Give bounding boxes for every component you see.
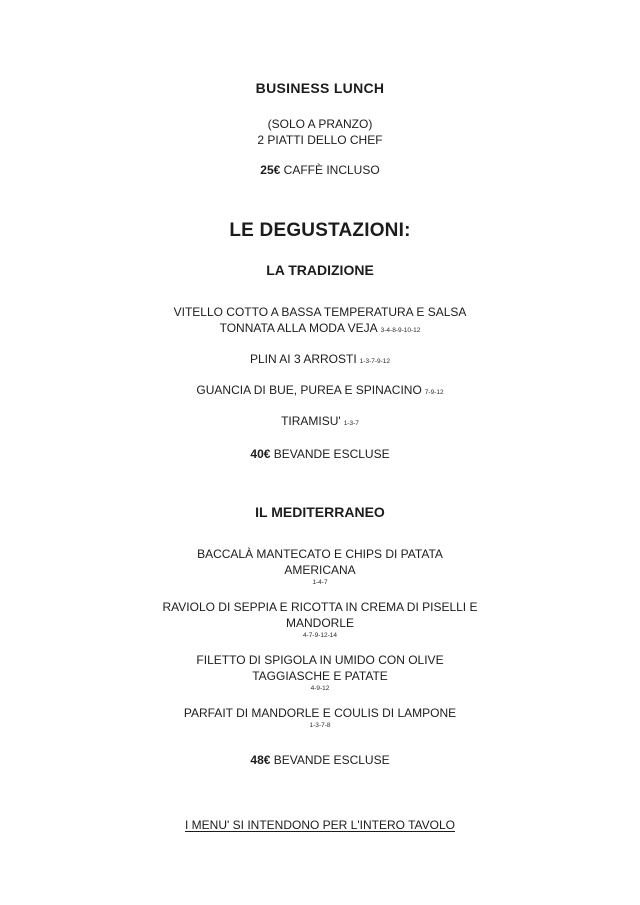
menu-item-tiramisu bbox=[110, 413, 530, 432]
dish-text: BACCALÀ MANTECATO E CHIPS DI PATATA bbox=[197, 547, 443, 561]
business-lunch-price: 25€ bbox=[260, 163, 281, 177]
mediterraneo-price: 48€ bbox=[250, 753, 271, 767]
business-lunch-subtitle-1: (SOLO A PRANZO) bbox=[267, 117, 373, 131]
mediterraneo-dishes bbox=[0, 546, 640, 730]
menu-item-guancia bbox=[110, 382, 530, 401]
business-lunch-subtitle-2: 2 PIATTI DELLO CHEF bbox=[257, 133, 383, 147]
menu-item-plin bbox=[110, 351, 530, 370]
dish-text: AMERICANA bbox=[284, 563, 356, 577]
dish-text: FILETTO DI SPIGOLA IN UMIDO CON OLIVE bbox=[196, 653, 444, 667]
menu-item-filetto bbox=[110, 652, 530, 693]
menu-item-baccala bbox=[110, 546, 530, 587]
allergen-codes: 7-9-12 bbox=[424, 389, 444, 396]
dish-text: TONNATA ALLA MODA VEJA bbox=[219, 321, 378, 335]
allergen-codes: 4-7-9-12-14 bbox=[303, 632, 337, 639]
dish-text: TAGGIASCHE E PATATE bbox=[252, 669, 388, 683]
dish-text: PLIN AI 3 ARROSTI bbox=[249, 352, 357, 366]
menu-item-vitello bbox=[110, 304, 530, 339]
dish-text: MANDORLE bbox=[285, 616, 354, 630]
mediterraneo-price-note: BEVANDE ESCLUSE bbox=[273, 753, 390, 767]
menu-name-tradizione: LA TRADIZIONE bbox=[266, 262, 374, 278]
mediterraneo-price-line bbox=[0, 752, 640, 768]
allergen-codes: 1-4-7 bbox=[312, 579, 328, 586]
business-lunch-title: BUSINESS LUNCH bbox=[255, 80, 385, 96]
allergen-codes: 1-3-7-9-12 bbox=[359, 358, 391, 365]
tradizione-price-note: BEVANDE ESCLUSE bbox=[273, 447, 390, 461]
menu-item-parfait bbox=[110, 705, 530, 730]
footer-note: I MENU' SI INTENDONO PER L'INTERO TAVOLO bbox=[185, 818, 455, 832]
allergen-codes: 1-3-7-8 bbox=[309, 722, 331, 729]
business-lunch-price-note: CAFFÈ INCLUSO bbox=[283, 163, 380, 177]
tastings-heading: LE DEGUSTAZIONI: bbox=[229, 220, 411, 241]
menu-item-raviolo bbox=[110, 599, 530, 640]
dish-text: RAVIOLO DI SEPPIA E RICOTTA IN CREMA DI PISELLI E bbox=[162, 600, 478, 614]
dish-text: PARFAIT DI MANDORLE E COULIS DI LAMPONE bbox=[183, 706, 457, 720]
allergen-codes: 4-9-12 bbox=[310, 685, 330, 692]
business-lunch-price-line bbox=[0, 162, 640, 178]
dish-text: VITELLO COTTO A BASSA TEMPERATURA E SALSA bbox=[173, 305, 467, 319]
tradizione-price-line bbox=[0, 446, 640, 462]
dish-text: GUANCIA DI BUE, PUREA E SPINACINO bbox=[196, 383, 422, 397]
allergen-codes: 1-3-7 bbox=[343, 420, 359, 427]
allergen-codes: 3-4-8-9-10-12 bbox=[380, 327, 421, 334]
menu-name-mediterraneo: IL MEDITERRANEO bbox=[255, 504, 385, 520]
dish-text: TIRAMISU' bbox=[281, 414, 341, 428]
tradizione-price: 40€ bbox=[250, 447, 271, 461]
tradizione-dishes bbox=[0, 304, 640, 432]
